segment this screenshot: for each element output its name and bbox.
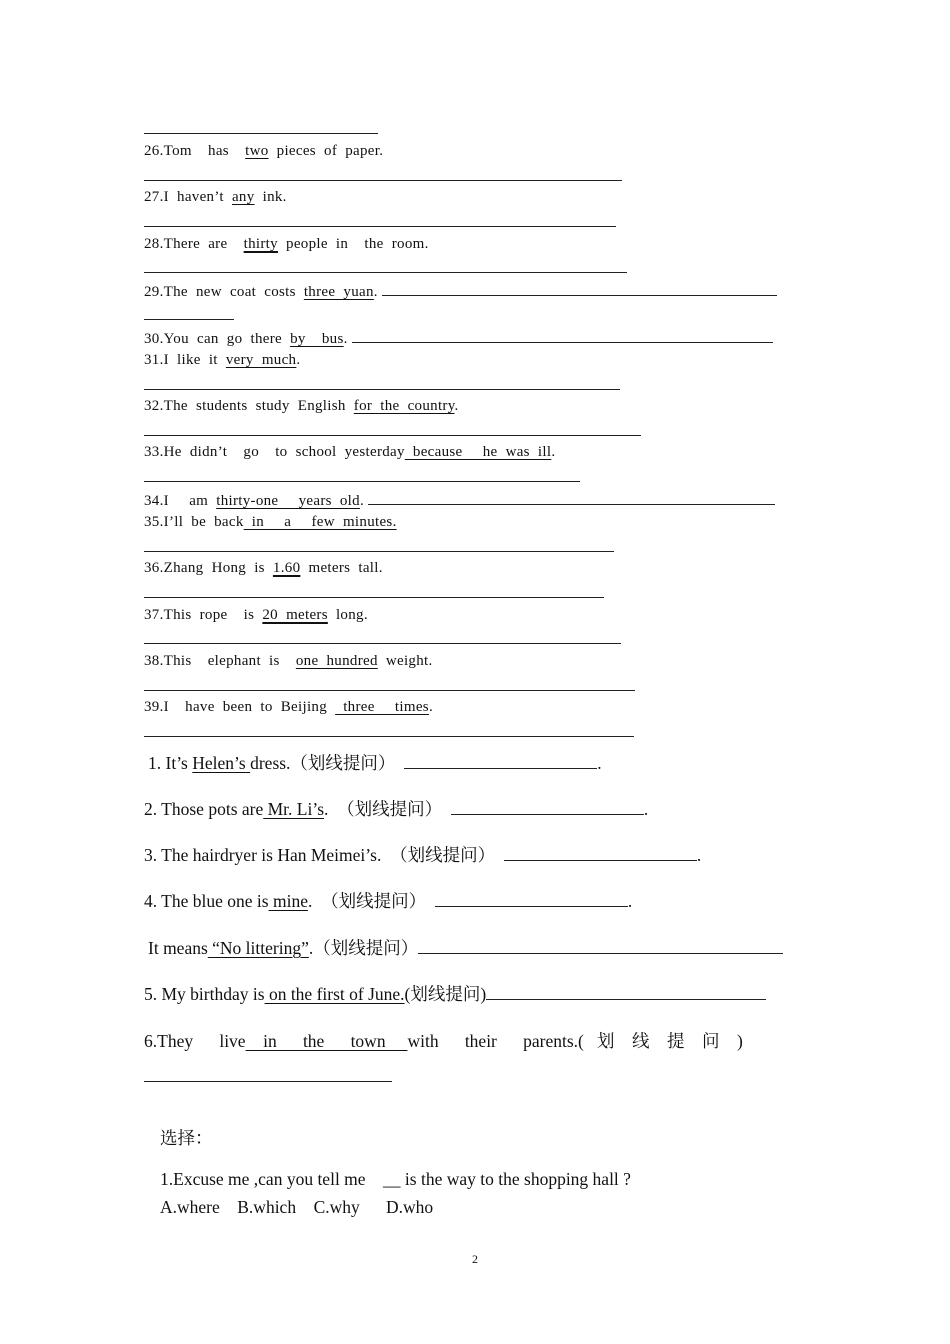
- answer-line: [144, 272, 627, 273]
- answer-blank[interactable]: [418, 937, 783, 954]
- answer-blank[interactable]: [404, 752, 597, 769]
- answer-blank[interactable]: [486, 983, 766, 1000]
- answer-line: [144, 1081, 392, 1082]
- question-33: 33.He didn’t go to school yesterday because he was ill.: [144, 444, 556, 460]
- answer-blank[interactable]: [382, 281, 777, 296]
- answer-line: [144, 133, 378, 134]
- question-34: 34.I am thirty-one years old.: [144, 490, 775, 510]
- answer-line: [144, 643, 621, 644]
- answer-blank[interactable]: [368, 490, 775, 505]
- question-b6: 6.They live in the town with their parents.( 划 线 提 问 ): [144, 1031, 743, 1051]
- question-28: 28.There are thirty people in the room.: [144, 236, 429, 252]
- answer-line: [144, 319, 234, 320]
- question-30: 30.You can go there by bus.: [144, 328, 773, 348]
- question-37: 37.This rope is 20 meters long.: [144, 607, 368, 623]
- page-number: 2: [472, 1252, 478, 1266]
- question-38: 38.This elephant is one hundred weight.: [144, 653, 433, 669]
- answer-line: [144, 736, 634, 737]
- question-b5: 5. My birthday is on the first of June.(划线提问): [144, 983, 766, 1005]
- question-b4: 4. The blue one is mine. （划线提问） .: [144, 891, 633, 911]
- answer-blank[interactable]: [451, 798, 644, 815]
- answer-line: [144, 389, 620, 390]
- answer-line: [144, 690, 635, 691]
- question-b2: 2. Those pots are Mr. Li’s. （划线提问） .: [144, 799, 649, 819]
- answer-line: [144, 481, 580, 482]
- answer-blank[interactable]: [435, 890, 628, 907]
- question-35: 35.I’ll be back in a few minutes.: [144, 514, 397, 530]
- question-b3: 3. The hairdryer is Han Meimei’s. （划线提问） .: [144, 845, 702, 865]
- question-26: 26.Tom has two pieces of paper.: [144, 143, 384, 159]
- choice-options: A.where B.which C.why D.who: [160, 1197, 434, 1217]
- answer-line: [144, 597, 604, 598]
- answer-blank[interactable]: [352, 328, 773, 343]
- question-29: 29.The new coat costs three yuan.: [144, 281, 777, 301]
- question-36: 36.Zhang Hong is 1.60 meters tall.: [144, 560, 383, 576]
- answer-line: [144, 435, 641, 436]
- answer-line: [144, 551, 614, 552]
- question-b-means: It means “No littering”.（划线提问）: [148, 937, 783, 959]
- question-39: 39.I have been to Beijing three times.: [144, 699, 433, 715]
- choice-question-1: 1.Excuse me ,can you tell me __ is the way to the shopping hall ?: [160, 1169, 631, 1189]
- answer-line: [144, 226, 616, 227]
- answer-line: [144, 180, 622, 181]
- choice-heading: 选择：: [160, 1128, 213, 1148]
- question-b1: 1. It’s Helen’s dress.（划线提问） .: [148, 753, 602, 773]
- question-31: 31.I like it very much.: [144, 352, 301, 368]
- question-32: 32.The students study English for the country.: [144, 398, 459, 414]
- question-27: 27.I haven’t any ink.: [144, 189, 287, 205]
- answer-blank[interactable]: [504, 844, 697, 861]
